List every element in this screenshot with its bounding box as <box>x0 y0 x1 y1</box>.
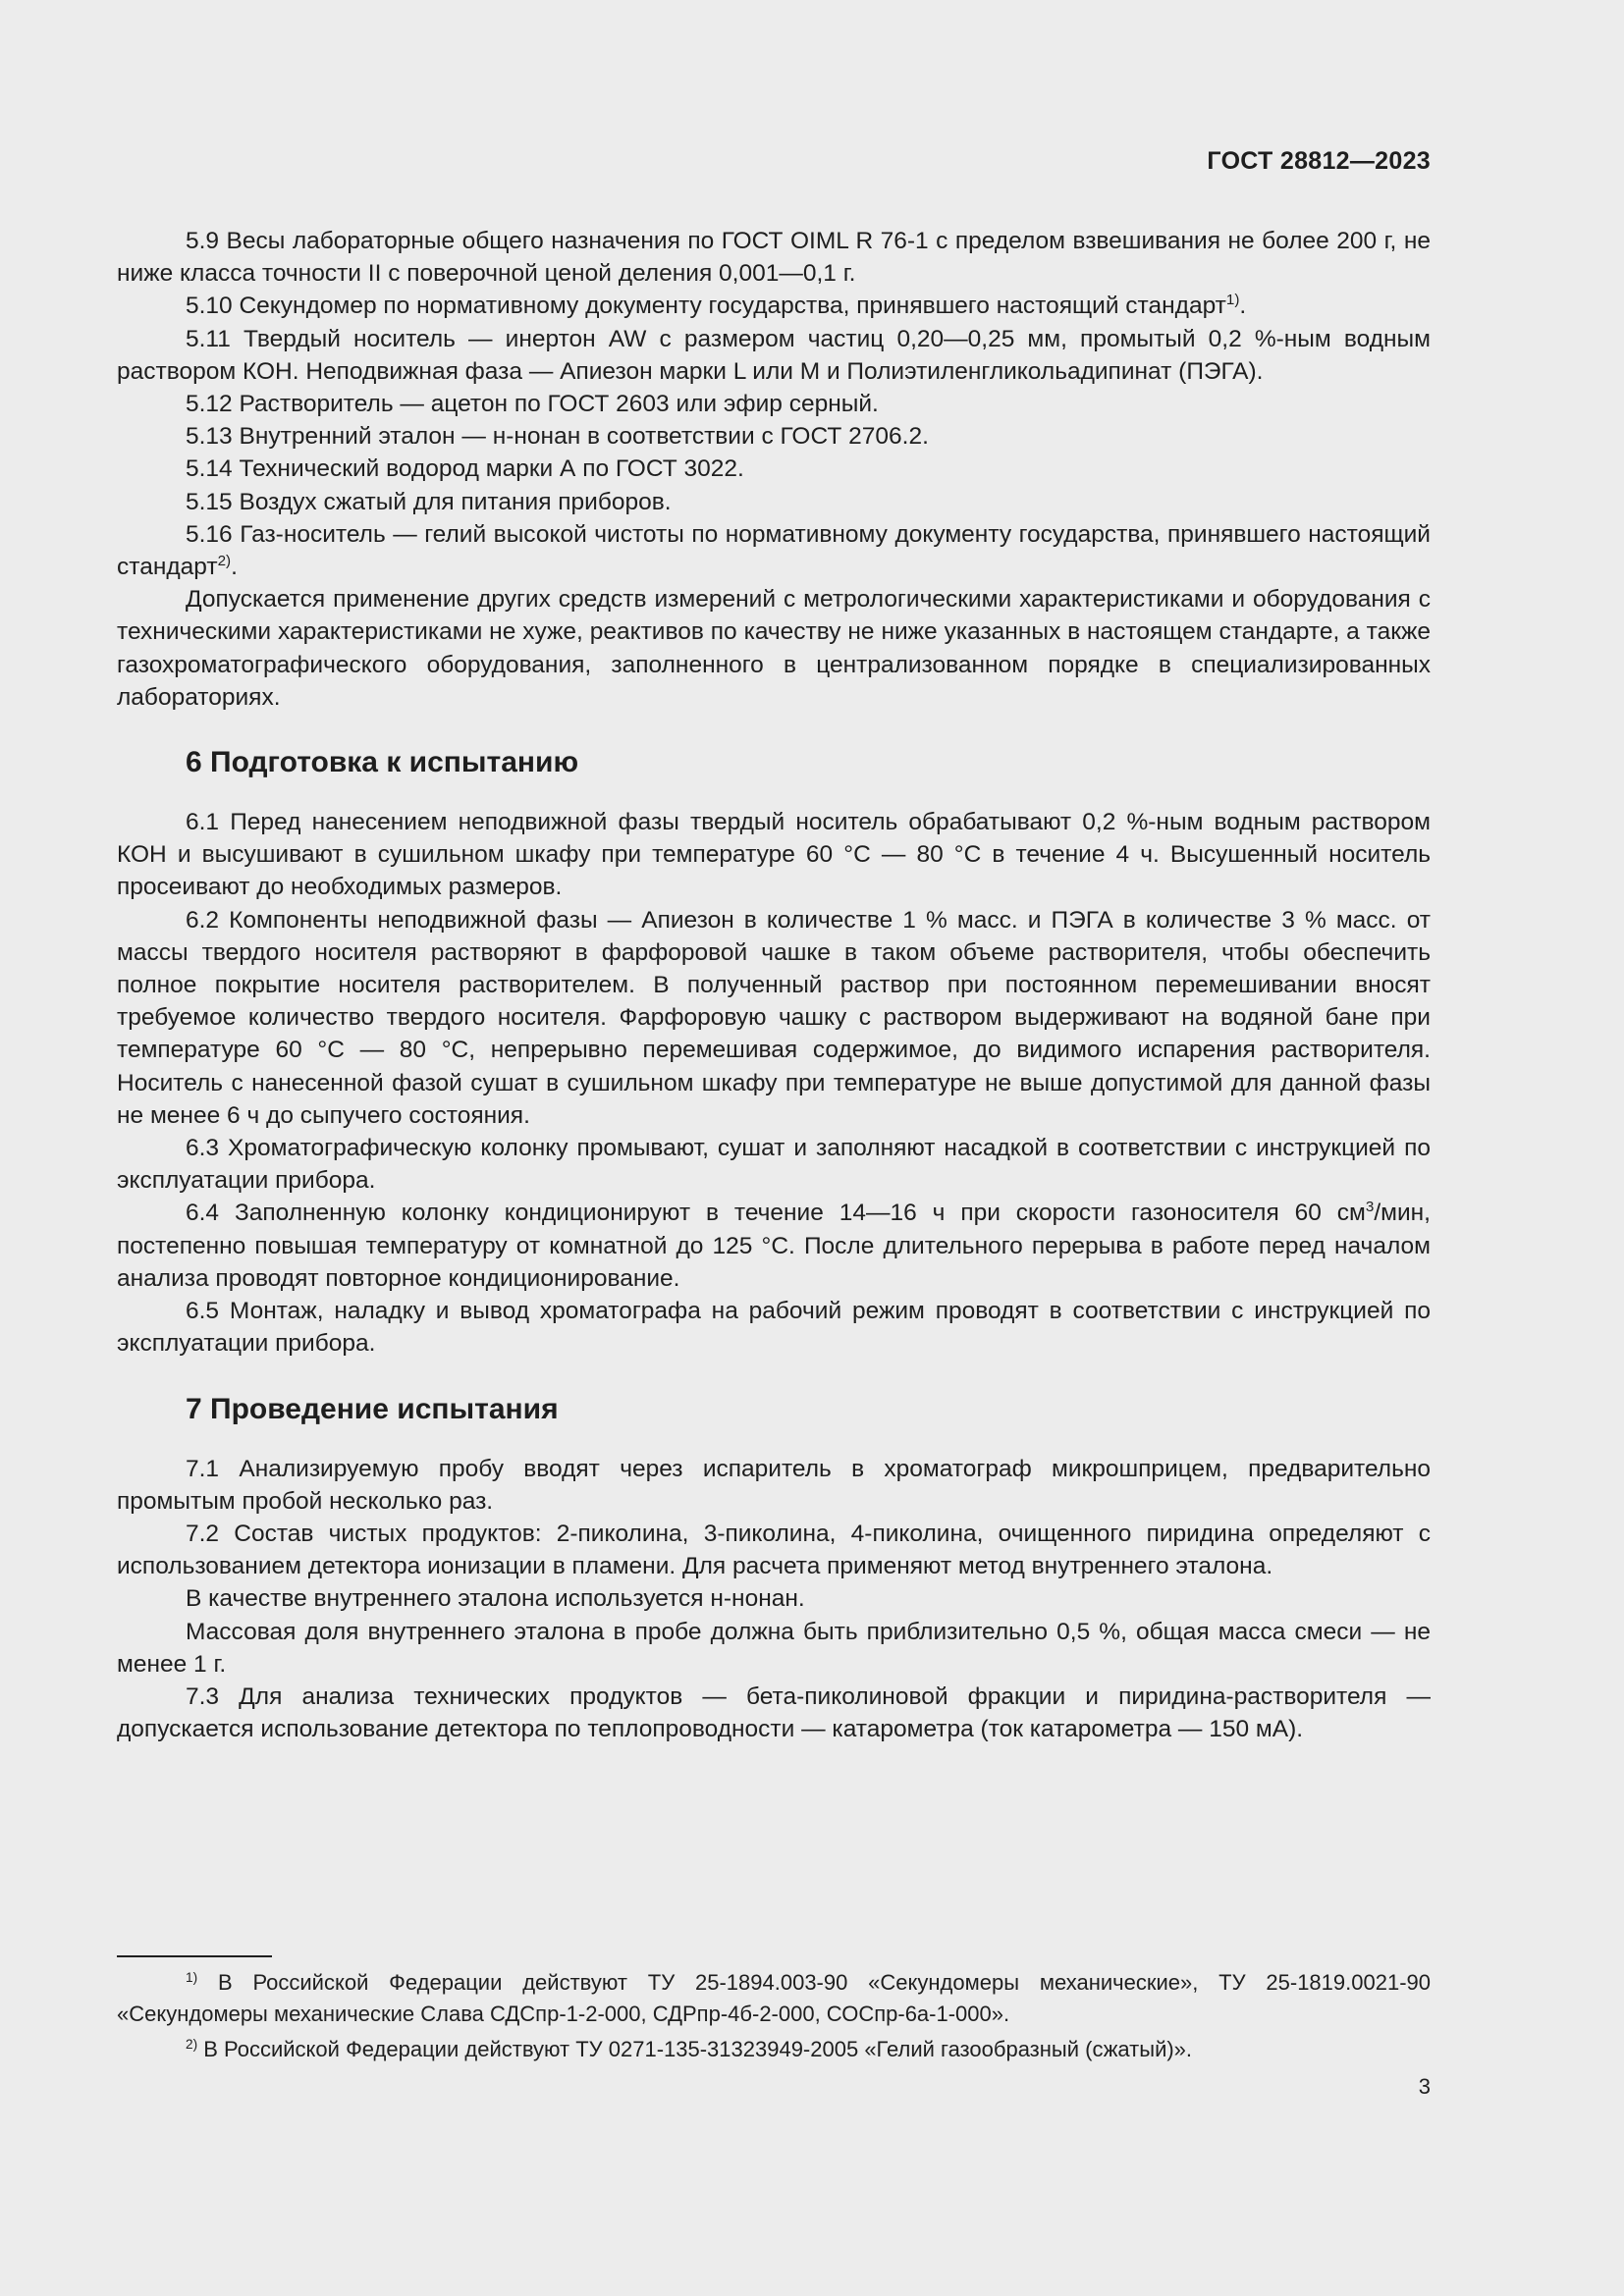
paragraph-7-2-note-b: Массовая доля внутреннего эталона в пробе должна быть приблизительно 0,5 %, общая масса смеси — не менее 1 г. <box>117 1618 1431 1678</box>
paragraph-5-10: 5.10 Секундомер по нормативному документу государства, принявшего настоящий стандарт$^{1)}$. <box>186 292 1247 320</box>
footnote-1: $^{1)}$ В Российской Федерации действуют ТУ 25-1894.003-90 «Секундомеры механические», ТУ 25-1819.0021-90 «Секундомеры механические Слава СДСпр-1-2-000, СДРпр-4б-2-000, СОСпр-6а-1-000». <box>117 1969 1431 2026</box>
paragraph-5-13: 5.13 Внутренний эталон — н-нонан в соответствии с ГОСТ 2706.2. <box>186 423 929 451</box>
footnote-2: $^{2)}$ В Российской Федерации действуют ТУ 0271-135-31323949-2005 «Гелий газообразный (сжатый)». <box>186 2036 1193 2061</box>
document-page <box>117 0 1431 2296</box>
paragraph-5-12: 5.12 Растворитель — ацетон по ГОСТ 2603 или эфир серный. <box>186 391 879 418</box>
section-6-heading: 6 Подготовка к испытанию <box>186 746 579 779</box>
paragraph-7-2-note-a: В качестве внутреннего эталона используется н-нонан. <box>186 1585 805 1613</box>
paragraph-7-1: 7.1 Анализируемую пробу вводят через испаритель в хроматограф микрошприцем, предварительно промытым пробой несколько раз. <box>117 1455 1431 1515</box>
paragraph-5-14: 5.14 Технический водород марки А по ГОСТ 3022. <box>186 455 744 483</box>
paragraph-5-note: Допускается применение других средств измерений с метрологическими характеристиками и оборудования с техническими характеристиками не хуже, реактивов по качеству не ниже указанных в настоящем стандарте, а также газохроматографического оборудования, заполненного в централизованном порядке в специализированных лабораториях. <box>117 586 1431 711</box>
paragraph-7-2: 7.2 Состав чистых продуктов: 2-пиколина, 3-пиколина, 4-пиколина, очищенного пиридина определяют с использованием детектора ионизации в пламени. Для расчета применяют метод внутреннего эталона. <box>117 1520 1431 1580</box>
paragraph-6-3: 6.3 Хроматографическую колонку промывают, сушат и заполняют насадкой в соответствии с инструкцией по эксплуатации прибора. <box>117 1135 1431 1195</box>
footnotes <box>117 1955 1431 2065</box>
paragraph-6-1: 6.1 Перед нанесением неподвижной фазы твердый носитель обрабатывают 0,2 %-ным водным раствором КОН и высушивают в сушильном шкафу при температуре 60 °С — 80 °С в течение 4 ч. Высушенный носитель просеивают до необходимых размеров. <box>117 809 1431 901</box>
paragraph-5-16: 5.16 Газ-носитель — гелий высокой чистоты по нормативному документу государства, принявшего настоящий стандарт$^{2)}$. <box>117 520 1431 581</box>
standard-header: ГОСТ 28812—2023 <box>1207 147 1431 175</box>
footnote-mark-1: 1) <box>186 1969 198 1985</box>
paragraph-5-15: 5.15 Воздух сжатый для питания приборов. <box>186 488 672 515</box>
document-body <box>117 225 1431 1745</box>
page-number: 3 <box>1418 2074 1431 2099</box>
section-7-heading: 7 Проведение испытания <box>186 1392 559 1425</box>
paragraph-6-4: 6.4 Заполненную колонку кондиционируют в течение 14—16 ч при скорости газоносителя 60 $см^3$/мин, постепенно повышая температуру от комнатной до 125 °С. После длительного перерыва в работе перед началом анализа проводят повторное кондиционирование. <box>117 1199 1431 1292</box>
paragraph-6-5: 6.5 Монтаж, наладку и вывод хроматографа на рабочий режим проводят в соответствии с инструкцией по эксплуатации прибора. <box>117 1298 1431 1358</box>
footnote-ref-1[interactable]: 1) <box>1225 292 1240 309</box>
paragraph-5-9: 5.9 Весы лабораторные общего назначения по ГОСТ OIML R 76-1 с пределом взвешивания не более 200 г, не ниже класса точности II с поверочной ценой деления 0,001—0,1 г. <box>117 228 1431 288</box>
footnote-divider <box>117 1955 272 1957</box>
paragraph-5-11: 5.11 Твердый носитель — инертон AW с размером частиц 0,20—0,25 мм, промытый 0,2 %-ным водным раствором КОН. Неподвижная фаза — Апиезон марки L или М и Полиэтиленгликольадипинат (ПЭГА). <box>117 325 1431 385</box>
footnote-mark-2: 2) <box>186 2036 198 2052</box>
footnote-ref-2[interactable]: 2) <box>217 552 232 569</box>
paragraph-7-3: 7.3 Для анализа технических продуктов — бета-пиколиновой фракции и пиридина-растворителя — допускается использование детектора по теплопроводности — катарометра (ток катарометра — 150 мА). <box>117 1682 1431 1743</box>
paragraph-6-2: 6.2 Компоненты неподвижной фазы — Апиезон в количестве 1 % масс. и ПЭГА в количестве 3 % масс. от массы твердого носителя растворяют в фарфоровой чашке в таком объеме растворителя, чтобы обеспечить полное покрытие носителя растворителем. В полученный раствор при постоянном перемешивании вносят требуемое количество твердого носителя. Фарфоровую чашку с раствором выдерживают на водяной бане при температуре 60 °С — 80 °С, непрерывно перемешивая содержимое, до видимого испарения растворителя. Носитель с нанесенной фазой сушат в сушильном шкафу при температуре не выше допустимой для данной фазы не менее 6 ч до сыпучего состояния. <box>117 906 1431 1129</box>
superscript-cube: 3 <box>1365 1199 1375 1216</box>
